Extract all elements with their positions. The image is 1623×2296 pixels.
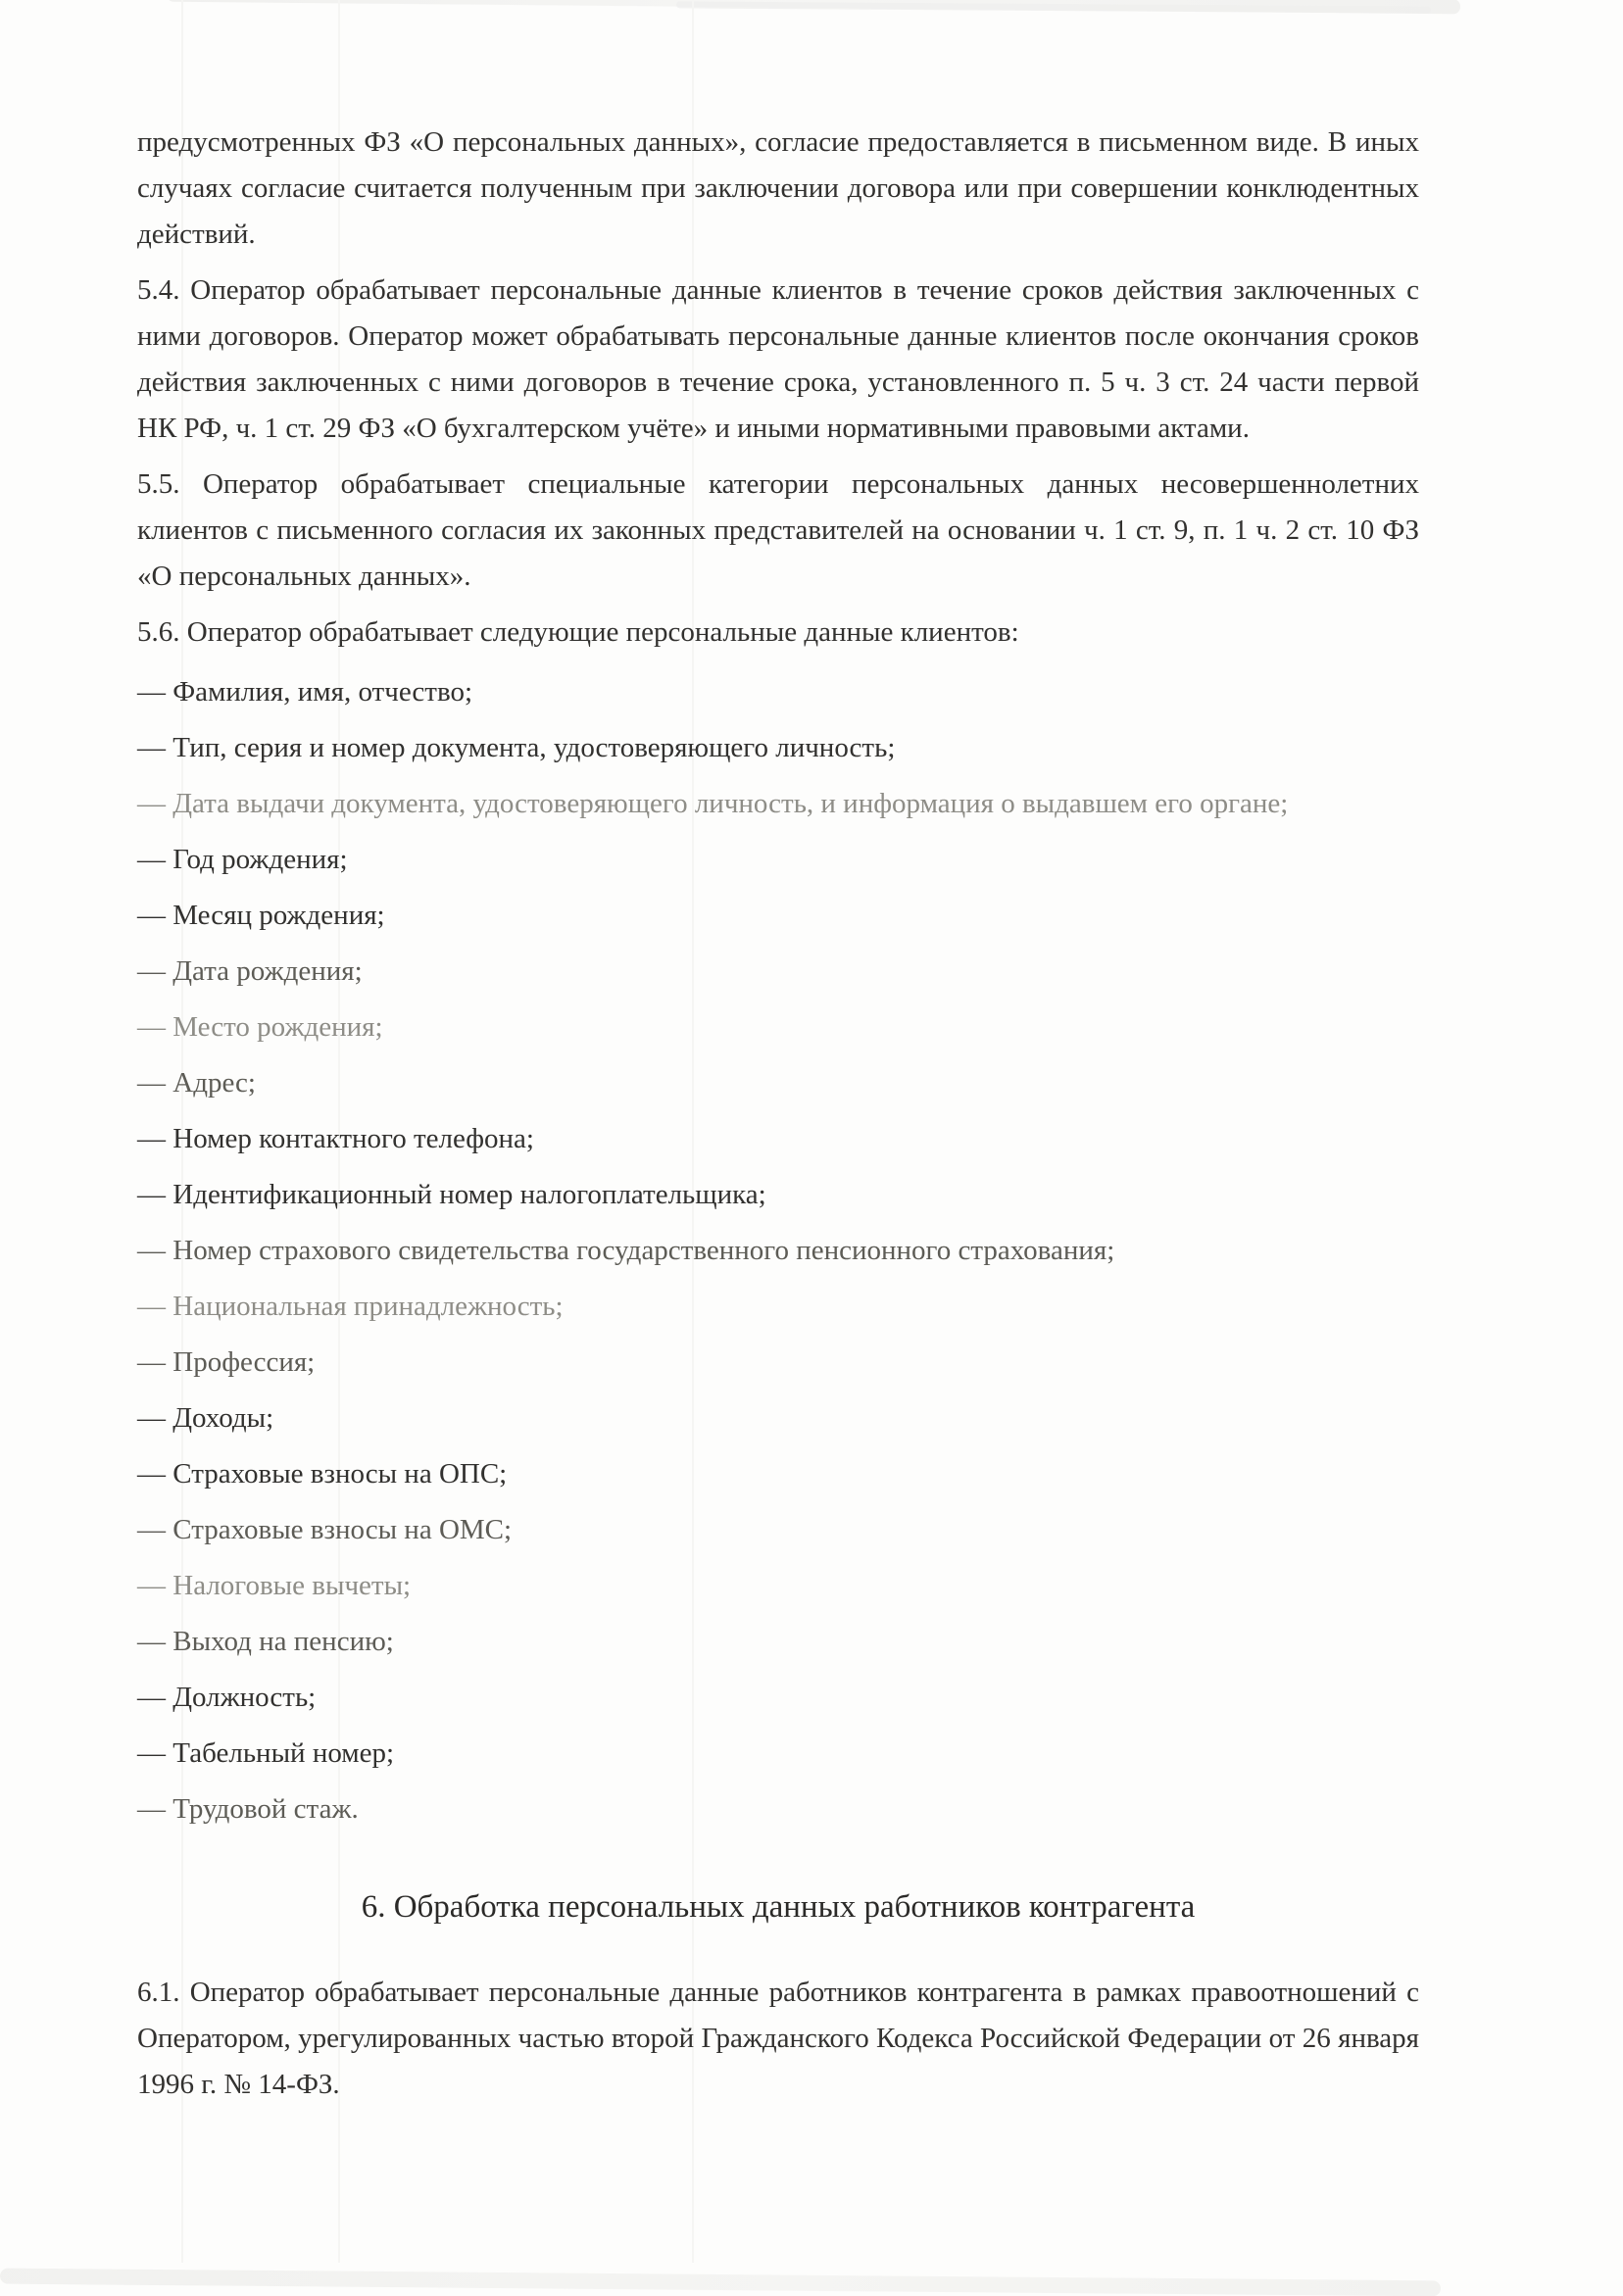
list-item-birth-month: — Месяц рождения;	[137, 900, 385, 931]
list-item-retirement: — Выход на пенсию;	[137, 1626, 394, 1657]
list-item-id-issue-info: — Дата выдачи документа, удостоверяющего личность, и информация о выдавшем его органе;	[137, 788, 1289, 819]
list-item-phone-number: — Номер контактного телефона;	[137, 1123, 534, 1154]
list-item-taxpayer-id: — Идентификационный номер налогоплательщика;	[137, 1179, 766, 1210]
scan-artifact-top	[167, 0, 1460, 14]
section-6-heading: 6. Обработка персональных данных работников контрагента	[361, 1889, 1196, 1925]
list-item-ops-contributions: — Страховые взносы на ОПС;	[137, 1458, 508, 1490]
list-item-income: — Доходы;	[137, 1402, 274, 1434]
list-item-position: — Должность;	[137, 1682, 317, 1713]
paragraph-consent-continuation: предусмотренных ФЗ «О персональных данных», согласие предоставляется в письменном виде. В иных случаях согласие считается полученным при заключении договора или при совершении конклюдентных действий.	[137, 126, 1419, 250]
list-item-nationality: — Национальная принадлежность;	[137, 1291, 564, 1322]
list-item-id-document: — Тип, серия и номер документа, удостоверяющего личность;	[137, 732, 896, 763]
clause-5-6: 5.6. Оператор обрабатывает следующие персональные данные клиентов:	[137, 616, 1019, 648]
list-item-personnel-number: — Табельный номер;	[137, 1737, 395, 1769]
list-item-work-experience: — Трудовой стаж.	[137, 1793, 359, 1825]
clause-5-5: 5.5. Оператор обрабатывает специальные категории персональных данных несовершеннолетних клиентов с письменного согласия их законных представителей на основании ч. 1 ст. 9, п. 1 ч. 2 ст. 10 ФЗ «О персональных данных».	[137, 468, 1419, 592]
document-content	[137, 120, 1419, 2118]
list-item-address: — Адрес;	[137, 1067, 256, 1099]
clause-6-1: 6.1. Оператор обрабатывает персональные данные работников контрагента в рамках правоотношений с Оператором, урегулированных частью второй Гражданского Кодекса Российской Федерации от 26 января 1996 г. № 14-ФЗ.	[137, 1977, 1419, 2100]
list-item-profession: — Профессия;	[137, 1346, 316, 1378]
list-item-tax-deductions: — Налоговые вычеты;	[137, 1570, 412, 1601]
list-item-birth-year: — Год рождения;	[137, 844, 348, 875]
list-item-birth-date: — Дата рождения;	[137, 955, 363, 987]
clause-5-4: 5.4. Оператор обрабатывает персональные данные клиентов в течение сроков действия заключенных с ними договоров. Оператор может обрабатывать персональные данные клиентов после окончания сроков действия заключенных с ними договоров в течение срока, установленного п. 5 ч. 3 ст. 24 части первой НК РФ, ч. 1 ст. 29 ФЗ «О бухгалтерском учёте» и иными нормативными правовыми актами.	[137, 274, 1419, 444]
list-item-oms-contributions: — Страховые взносы на ОМС;	[137, 1514, 513, 1545]
list-item-full-name: — Фамилия, имя, отчество;	[137, 676, 473, 708]
client-personal-data-list	[137, 669, 1419, 1832]
list-item-birth-place: — Место рождения;	[137, 1011, 383, 1043]
list-item-pension-insurance: — Номер страхового свидетельства государственного пенсионного страхования;	[137, 1235, 1115, 1266]
scan-artifact-top-secondary	[676, 1, 1431, 13]
